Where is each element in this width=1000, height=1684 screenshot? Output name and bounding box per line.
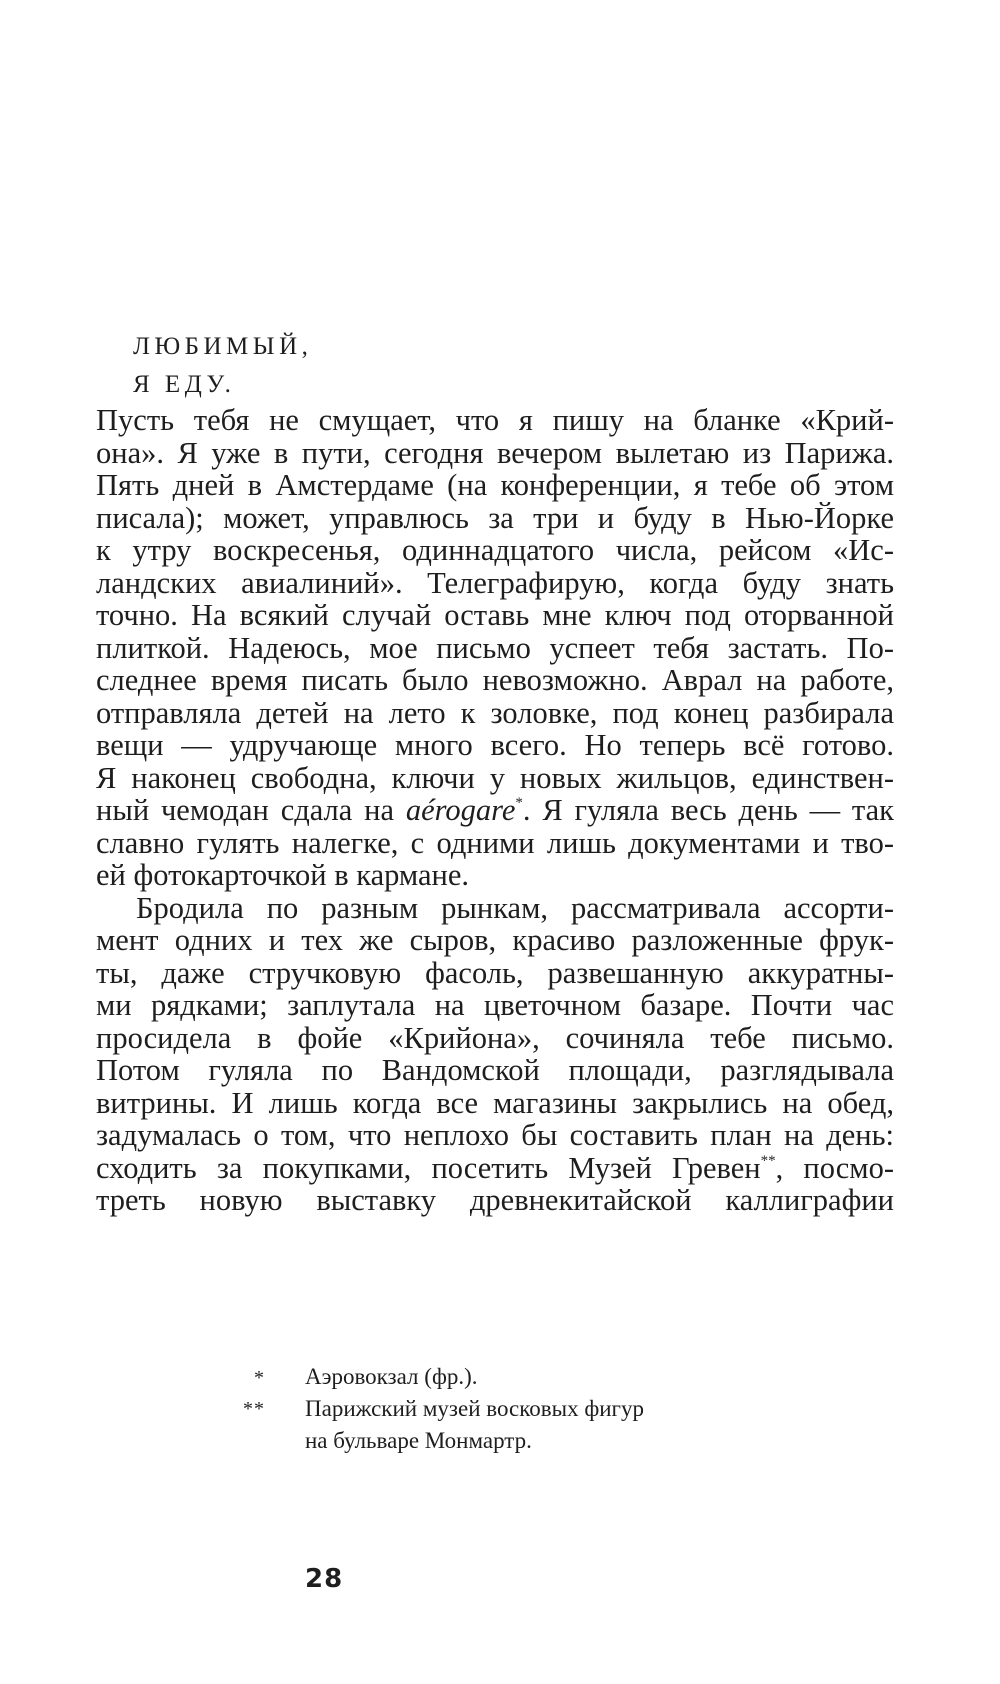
- text-line: Потом гуляла по Вандомской площади, разглядывала: [96, 1053, 894, 1087]
- text-line: точно. На всякий случай оставь мне ключ под оторванной: [96, 598, 894, 632]
- footnote-reference: *: [515, 795, 523, 811]
- text-line: она». Я уже в пути, сегодня вечером вылетаю из Парижа.: [96, 435, 894, 470]
- text-line: отправляла детей на лето к золовке, под конец разбирала: [96, 695, 894, 730]
- footnote-text: Парижский музей восковых фигур: [305, 1396, 644, 1421]
- footnote-marker: **: [243, 1398, 265, 1420]
- text-line: витрины. И лишь когда все магазины закрылись на обед,: [96, 1085, 894, 1120]
- text-fragment: , посмо-: [775, 1150, 895, 1185]
- footnote-text: на бульваре Монмартр.: [305, 1428, 532, 1453]
- text-line: Я наконец свободна, ключи у новых жильцов, единствен-: [96, 760, 894, 795]
- text-line: плиткой. Надеюсь, мое письмо успеет тебя застать. По-: [96, 630, 894, 665]
- text-line: мент одних и тех же сыров, красиво разложенные фрук-: [96, 923, 894, 957]
- text-line: задумалась о том, что неплохо бы составить план на день:: [96, 1118, 894, 1152]
- page-number: 28: [305, 1564, 344, 1594]
- text-line: следнее время писать было невозможно. Аврал на работе,: [96, 663, 894, 697]
- footnote-reference: **: [760, 1152, 776, 1169]
- text-line: к утру воскресенья, одиннадцатого числа, рейсом «Ис-: [96, 533, 894, 567]
- text-line: писала); может, управлюсь за три и буду в Нью-Йорке: [96, 500, 894, 535]
- text-fragment: . Я гуляла весь день — так: [522, 793, 894, 827]
- text-line: вещи — удручающе много всего. Но теперь всё готово.: [96, 728, 894, 762]
- text-line: ми рядками; заплутала на цветочном базаре. Почти час: [96, 988, 894, 1022]
- text-fragment: сходить за покупками, посетить Музей Гревен: [96, 1150, 761, 1185]
- italic-word: aérogare: [405, 793, 516, 827]
- text-line: [96, 1150, 895, 1185]
- text-line: просидела в фойе «Крийона», сочиняла тебе письмо.: [96, 1020, 894, 1055]
- text-fragment: ный чемодан сдала на: [96, 793, 406, 827]
- text-line: славно гулять налегке, с одними лишь документами и тво-: [96, 825, 894, 860]
- text-line: ты, даже стручковую фасоль, развешанную аккуратны-: [96, 955, 894, 990]
- text-line: ей фотокарточкой в кармане.: [96, 858, 470, 892]
- text-line: Бродила по разным рынкам, рассматривала ассорти-: [136, 890, 894, 925]
- salutation-line-1: ЛЮБИМЫЙ,: [133, 333, 313, 360]
- text-line: [96, 795, 894, 826]
- text-line: Пусть тебя не смущает, что я пишу на бланке «Крий-: [96, 403, 894, 437]
- salutation-line-2: Я ЕДУ.: [133, 371, 236, 398]
- text-line: треть новую выставку древнекитайской каллиграфии: [96, 1183, 894, 1217]
- footnote-text: Аэровокзал (фр.).: [305, 1364, 478, 1389]
- text-line: Пять дней в Амстердаме (на конференции, я тебе об этом: [96, 468, 894, 502]
- text-line: ландских авиалиний». Телеграфирую, когда буду знать: [96, 565, 894, 600]
- footnote-marker: *: [254, 1367, 265, 1389]
